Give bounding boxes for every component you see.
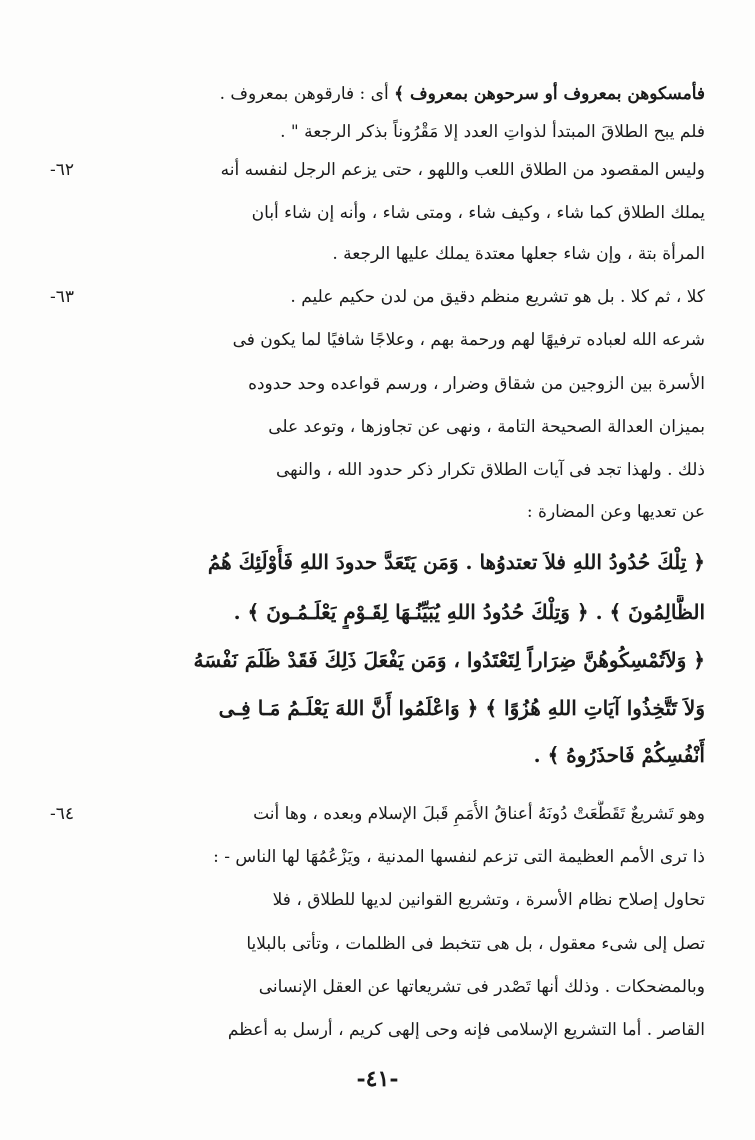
paragraph-line [90, 800, 705, 828]
paragraph-line [90, 199, 705, 227]
paragraph-line [90, 413, 705, 441]
line-text: كلا ، ثم كلا . بل هو تشريع منظم دقيق من لدن حكيم عليم . [290, 287, 705, 307]
paragraph-line [90, 118, 705, 146]
paragraph-line [90, 283, 705, 311]
paragraph-line [90, 973, 705, 1001]
line-text: تحاول إصلاح نظام الأسرة ، وتشريع القوانين لديها للطلاق ، فلا [272, 890, 705, 910]
page-number: -٤١- [356, 1066, 399, 1092]
verse-text: الظَّالِمُونَ ﴾ . ﴿ وَتِلْكَ حُدُودُ اللهِ يُبَيِّنُـهَا لِقَـوْمٍ يَعْلَـمُـونَ ﴾ . [233, 600, 705, 624]
line-text: الأسرة بين الزوجين من شقاق وضرار ، ورسم قواعده وحد حدوده [248, 374, 705, 394]
paragraph-line [90, 886, 705, 914]
paragraph-number: ٦٣- [50, 287, 75, 307]
line-text: فلم يبح الطلاقَ المبتدأ لذواتِ العدد إلا مَقْرُوناً بذكر الرجعة " . [280, 122, 705, 142]
quran-verse-line [90, 595, 705, 629]
paragraph-line [90, 930, 705, 958]
line-text: بميزان العدالة الصحيحة التامة ، ونهى عن تجاوزها ، وتوعد على [268, 417, 705, 437]
paragraph-line [90, 240, 705, 268]
paragraph-line [90, 843, 705, 871]
explanation-text: أى : فارقوهن بمعروف . [219, 84, 395, 104]
paragraph-number: ٦٤- [50, 804, 75, 824]
line-text: تصل إلى شىء معقول ، بل هى تتخبط فى الظلمات ، وتأتى بالبلايا [246, 934, 705, 954]
paragraph-line [90, 156, 705, 184]
line-text: شرعه الله لعباده ترفيهًا لهم ورحمة بهم ، وعلاجًا شافيًا لما يكون فى [232, 330, 705, 350]
paragraph-number: ٦٢- [50, 160, 75, 180]
quran-verse-line [90, 738, 705, 772]
line-text: وهو تَشريعٌ تَقَطَّعَتْ دُونَهُ أعناقُ الأُمَمِ قَبلَ الإسلام وبعده ، وها أنت [253, 804, 705, 824]
paragraph-line [90, 456, 705, 484]
paragraph-line [90, 80, 705, 108]
line-text: ذلك . ولهذا تجد فى آيات الطلاق تكرار ذكر حدود الله ، والنهى [275, 460, 705, 480]
line-text: المرأة بتة ، وإن شاء جعلها معتدة يملك عليها الرجعة . [332, 244, 705, 264]
verse-text: أَنْفُسِكُمْ فَاحذَرُوهُ ﴾ . [533, 743, 705, 767]
line-text: القاصر . أما التشريع الإسلامى فإنه وحى إلهى كريم ، أرسل به أعظم [227, 1020, 705, 1040]
quran-verse-line [90, 691, 705, 725]
verse-text: وَلاَ تَتَّخِذُوا آيَاتِ اللهِ هُزُوًا ﴾ ﴿ وَاعْلَمُوا أَنَّ اللهَ يَعْلَـمُ مَـا فِـى [218, 696, 705, 720]
line-text: عن تعديها وعن المضارة : [526, 502, 705, 522]
line-text: ذا ترى الأمم العظيمة التى تزعم لنفسها المدنية ، ويَزْعُمُهَا لها الناس - : [213, 847, 705, 867]
quran-verse-line [90, 643, 705, 677]
verse-text: ﴿ تِلْكَ حُدُودُ اللهِ فلاَ تعتدوُها . وَمَن يَتَعَدَّ حدودَ اللهِ فَأُوْلَئِكَ هُمُ [207, 550, 705, 574]
line-text: وبالمضحكات . وذلك أنها تَصْدر فى تشريعاتها عن العقل الإنسانى [258, 977, 705, 997]
paragraph-line [90, 370, 705, 398]
paragraph-line [90, 1016, 705, 1044]
quran-verse-line [90, 545, 705, 579]
line-text: يملك الطلاق كما شاء ، وكيف شاء ، ومتى شاء ، وأنه إن شاء أبان [251, 203, 705, 223]
paragraph-line [90, 498, 705, 526]
quoted-verse-fragment: فأمسكوهن بمعروف أو سرحوهن بمعروف ﴾ [394, 84, 705, 104]
line-text: وليس المقصود من الطلاق اللعب واللهو ، حتى يزعم الرجل لنفسه أنه [220, 160, 705, 180]
paragraph-line [90, 326, 705, 354]
verse-text: ﴿ وَلاَتُمْسِكُوهُنَّ ضِرَاراً لِتَعْتَدُوا ، وَمَن يَفْعَلَ ذَلِكَ فَقَدْ ظَلَمَ نَفْسَهُ [193, 648, 705, 672]
